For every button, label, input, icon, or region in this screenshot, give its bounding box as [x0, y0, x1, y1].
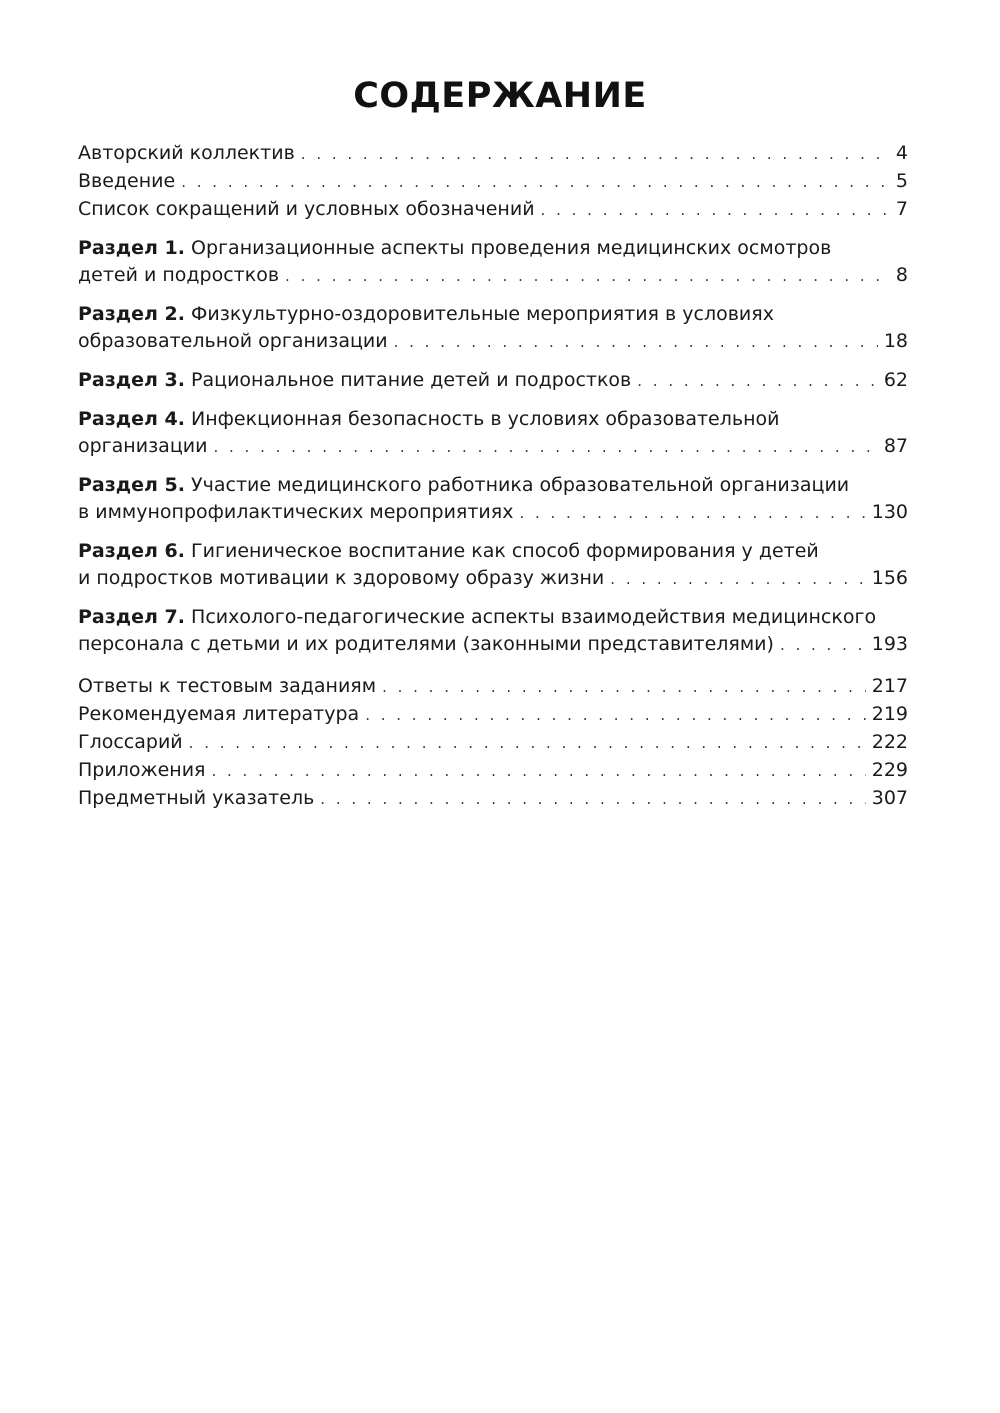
toc-page-number: 4	[895, 142, 908, 164]
section-prefix: Раздел 1.	[78, 237, 185, 259]
section-prefix: Раздел 6.	[78, 540, 185, 562]
section-title-line1: Рациональное питание детей и подростков	[191, 369, 632, 391]
section-prefix: Раздел 4.	[78, 408, 185, 430]
section-title-line1: Физкультурно-оздоровительные мероприятия в условиях	[191, 303, 774, 325]
dot-leader	[211, 758, 865, 785]
section-prefix: Раздел 2.	[78, 303, 185, 325]
toc-entry-glossary	[78, 729, 908, 757]
dot-leader	[301, 141, 890, 168]
dot-leader	[320, 786, 865, 813]
toc-entry-label: Рекомендуемая литература	[78, 703, 360, 725]
section-prefix: Раздел 3.	[78, 369, 185, 391]
section-title-line1: Инфекционная безопасность в условиях образовательной	[191, 408, 780, 430]
toc-section-6	[78, 538, 908, 593]
dot-leader	[780, 632, 866, 659]
section-title-line1: Психолого-педагогические аспекты взаимодействия медицинского	[191, 606, 877, 628]
toc-page-number: 87	[883, 435, 908, 457]
toc-entry-label: Приложения	[78, 759, 206, 781]
toc-page-number: 8	[895, 264, 908, 286]
toc-entry-label: Ответы к тестовым заданиям	[78, 675, 377, 697]
dot-leader	[189, 730, 866, 757]
toc-entry-label: Предметный указатель	[78, 787, 315, 809]
table-of-contents	[78, 140, 908, 813]
section-title-line2: персонала с детьми и их родителями (законными представителями)	[78, 633, 774, 655]
toc-section-1	[78, 235, 908, 290]
toc-back-matter	[78, 673, 908, 813]
toc-section-5	[78, 472, 908, 527]
toc-entry-authors	[78, 140, 908, 168]
dot-leader	[382, 674, 866, 701]
dot-leader	[285, 263, 890, 290]
toc-section-7	[78, 604, 908, 659]
toc-entry-label: Введение	[78, 170, 176, 192]
toc-entry-label: Глоссарий	[78, 731, 183, 753]
toc-section-3	[78, 367, 908, 395]
toc-page-number: 307	[871, 787, 908, 809]
toc-entry-literature	[78, 701, 908, 729]
toc-page-number: 193	[871, 633, 908, 655]
dot-leader	[610, 566, 865, 593]
toc-entry-appendices	[78, 757, 908, 785]
toc-page-number: 7	[895, 198, 908, 220]
section-title-line2: и подростков мотивации к здоровому образу жизни	[78, 567, 605, 589]
dot-leader	[541, 197, 890, 224]
section-title-line1: Гигиеническое воспитание как способ формирования у детей	[191, 540, 819, 562]
toc-page-number: 62	[883, 369, 908, 391]
section-title-line2: организации	[78, 435, 208, 457]
dot-leader	[365, 702, 866, 729]
toc-page-number: 5	[895, 170, 908, 192]
toc-entry-abbreviations	[78, 196, 908, 224]
toc-page-number: 229	[871, 759, 908, 781]
toc-page-number: 18	[883, 330, 908, 352]
section-prefix: Раздел 5.	[78, 474, 185, 496]
section-title-line2: детей и подростков	[78, 264, 280, 286]
toc-page-number: 130	[871, 501, 908, 523]
dot-leader	[181, 169, 890, 196]
toc-entry-label: Список сокращений и условных обозначений	[78, 198, 535, 220]
dot-leader	[394, 329, 878, 356]
toc-page-number: 217	[871, 675, 908, 697]
section-title-line1: Участие медицинского работника образовательной организации	[191, 474, 850, 496]
dot-leader	[519, 500, 865, 527]
toc-entry-answers	[78, 673, 908, 701]
section-title-line2: образовательной организации	[78, 330, 388, 352]
toc-section-4	[78, 406, 908, 461]
toc-entry-label: Авторский коллектив	[78, 142, 295, 164]
page-title: СОДЕРЖАНИЕ	[353, 76, 647, 116]
toc-entry-subject-index	[78, 785, 908, 813]
section-prefix: Раздел 7.	[78, 606, 185, 628]
toc-section-2	[78, 301, 908, 356]
section-title-line2: в иммунопрофилактических мероприятиях	[78, 501, 514, 523]
toc-page-number: 222	[871, 731, 908, 753]
section-title-line1: Организационные аспекты проведения медицинских осмотров	[191, 237, 832, 259]
toc-entry-introduction	[78, 168, 908, 196]
dot-leader	[213, 434, 877, 461]
dot-leader	[637, 368, 878, 395]
toc-page-number: 219	[871, 703, 908, 725]
toc-page-number: 156	[871, 567, 908, 589]
